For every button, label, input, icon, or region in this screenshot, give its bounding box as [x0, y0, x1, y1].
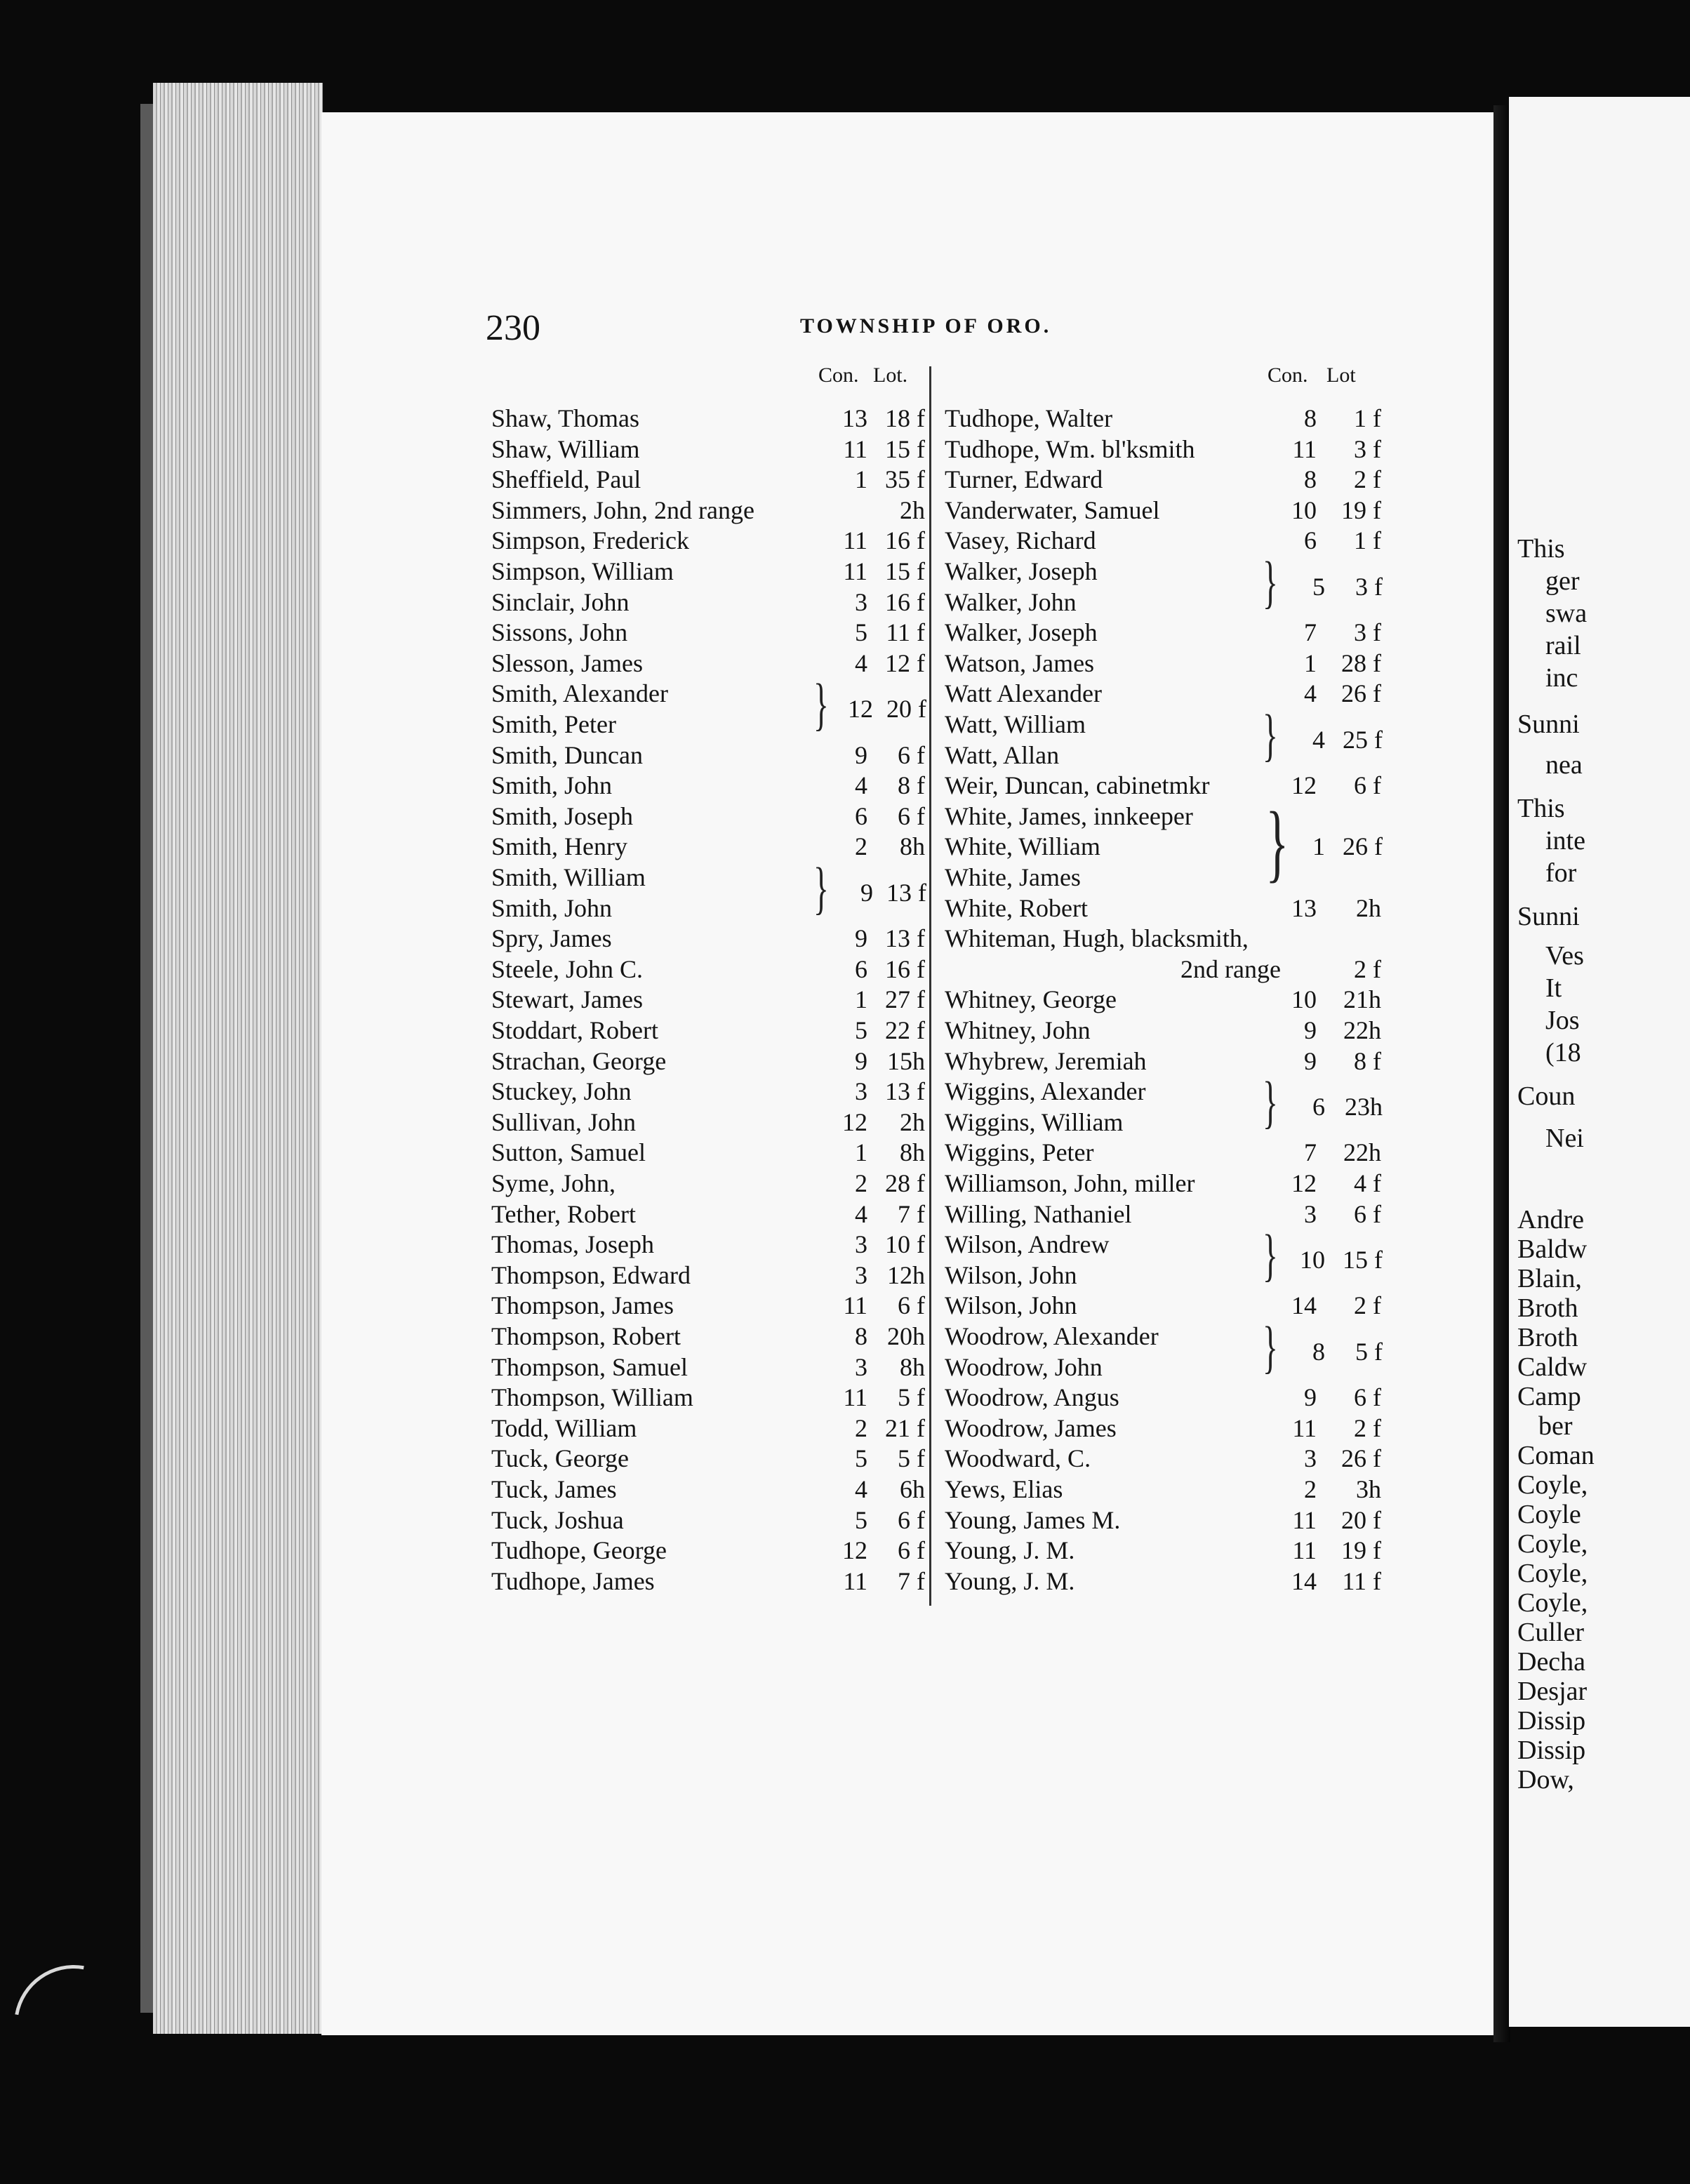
right-page-fragment: rail	[1545, 631, 1581, 660]
right-page-fragment: Broth	[1517, 1323, 1578, 1352]
left-entry-name: Stuckey, John	[491, 1077, 632, 1106]
right-group-lot: 5 f	[1355, 1337, 1383, 1366]
right-entry-name: Weir, Duncan, cabinetmkr	[945, 771, 1210, 800]
right-entry-row	[0, 1505, 1690, 1536]
left-entry-con: 2	[855, 1169, 867, 1197]
right-entry-row	[0, 770, 1690, 801]
right-entry-name: Yews, Elias	[945, 1475, 1063, 1503]
right-entry-row	[0, 434, 1690, 465]
left-entry-con: 3	[855, 1260, 867, 1289]
right-entry-row	[0, 923, 1690, 954]
right-page-fragment: Ves	[1545, 941, 1584, 971]
right-page-fragment: Camp	[1517, 1382, 1581, 1411]
right-page-fragment: for	[1545, 858, 1577, 888]
left-entry-name: Tuck, George	[491, 1444, 629, 1473]
right-page-fragment: Sunni	[1517, 710, 1580, 739]
left-group-brace: }	[813, 855, 829, 920]
left-entry-con: 8	[855, 1322, 867, 1350]
left-entry-lot: 6 f	[898, 740, 925, 769]
right-entry-lot: 6 f	[1354, 1199, 1381, 1228]
right-entry-name: Whiteman, Hugh, blacksmith,	[945, 924, 1249, 953]
right-group-brace: }	[1262, 703, 1278, 767]
right-page-fragment: ger	[1545, 566, 1580, 596]
right-page-fragment: This	[1517, 794, 1565, 823]
left-entry-name: Tuck, Joshua	[491, 1505, 624, 1534]
right-entry-con: 1	[1304, 648, 1317, 677]
right-entry-name: Wiggins, Peter	[945, 1138, 1094, 1167]
right-entry-con: 9	[1304, 1046, 1317, 1075]
left-group-brace: }	[813, 672, 829, 737]
right-entry-name: Young, J. M.	[945, 1536, 1075, 1565]
right-page-fragment: Coyle,	[1517, 1470, 1588, 1500]
right-entry-name: Watt, Allan	[945, 740, 1060, 769]
left-entry-con: 9	[855, 1046, 867, 1075]
left-entry-lot: 15h	[887, 1046, 925, 1075]
right-page-fragment: Dow,	[1517, 1765, 1574, 1795]
right-entry-con: 13	[1291, 893, 1317, 922]
right-page-fragment: Dissip	[1517, 1706, 1586, 1736]
right-entry-name: Wilson, John	[945, 1291, 1077, 1320]
right-entry-row	[0, 893, 1690, 924]
right-entry-con: 11	[1292, 1505, 1317, 1534]
right-entry-name: Whybrew, Jeremiah	[945, 1046, 1147, 1075]
right-group-lot: 15 f	[1343, 1245, 1383, 1274]
right-entry-row	[0, 1168, 1690, 1199]
right-entry-row	[0, 1535, 1690, 1566]
left-entry-name: Simpson, William	[491, 557, 674, 585]
right-entry-lot: 26 f	[1341, 679, 1381, 708]
right-group-con: 1	[1312, 832, 1325, 861]
right-entry-name: White, James	[945, 863, 1081, 891]
page-title: TOWNSHIP OF ORO.	[800, 314, 1052, 338]
left-entry-con: 11	[843, 557, 867, 585]
left-entry-lot: 6 f	[898, 1291, 925, 1320]
right-entry-con: 2	[1304, 1475, 1317, 1503]
left-entry-lot: 7 f	[898, 1566, 925, 1595]
left-entry-con: 2	[855, 1413, 867, 1442]
left-entry-con: 4	[855, 771, 867, 800]
right-entry-lot: 19 f	[1341, 495, 1381, 524]
right-entry-name: 2nd range	[1180, 954, 1281, 983]
left-group-lot: 20 f	[886, 695, 926, 723]
left-lot-header: Lot.	[873, 364, 908, 387]
left-entry-con: 2	[855, 832, 867, 861]
left-entry-con: 11	[843, 1566, 867, 1595]
right-entry-row	[0, 862, 1690, 893]
left-entry-name: Thomas, Joseph	[491, 1230, 654, 1259]
right-group-brace: }	[1262, 1223, 1278, 1288]
right-entry-con: 9	[1304, 1016, 1317, 1044]
right-entry-row	[0, 984, 1690, 1015]
left-entry-con: 12	[842, 1107, 867, 1136]
left-group-con: 9	[860, 878, 873, 907]
right-page-fragment: inte	[1545, 826, 1585, 855]
right-page-fragment: swa	[1545, 599, 1588, 628]
right-group-values	[0, 1091, 1690, 1122]
left-entry-con: 11	[843, 1291, 867, 1320]
right-entry-row	[0, 801, 1690, 832]
left-entry-lot: 27 f	[885, 985, 925, 1014]
right-page-fragment: Coyle,	[1517, 1529, 1588, 1559]
left-entry-lot: 6 f	[898, 1536, 925, 1565]
right-entry-con: 11	[1292, 434, 1317, 463]
left-entry-con: 4	[855, 648, 867, 677]
right-page-fragment: Broth	[1517, 1293, 1578, 1323]
right-entry-name: White, James, innkeeper	[945, 801, 1193, 830]
right-entry-name: Walker, Joseph	[945, 557, 1098, 585]
right-entry-lot: 6 f	[1354, 771, 1381, 800]
right-entry-lot: 21h	[1343, 985, 1381, 1014]
left-entry-name: Smith, William	[491, 863, 646, 891]
right-entry-name: Watson, James	[945, 648, 1095, 677]
left-entry-lot: 10 f	[885, 1230, 925, 1259]
right-entry-name: Woodrow, Alexander	[945, 1322, 1159, 1350]
left-entry-lot: 6 f	[898, 1505, 925, 1534]
right-entry-con: 9	[1304, 1383, 1317, 1412]
left-entry-name: Thompson, Samuel	[491, 1352, 688, 1381]
right-entry-con: 7	[1304, 1138, 1317, 1167]
right-page-fragment: This	[1517, 534, 1565, 564]
right-entry-lot: 8 f	[1354, 1046, 1381, 1075]
left-entry-name: Steele, John C.	[491, 954, 643, 983]
right-page-fragment: Andre	[1517, 1205, 1584, 1234]
left-entry-lot: 12 f	[885, 648, 925, 677]
right-entry-lot: 22h	[1343, 1138, 1381, 1167]
left-entry-con: 12	[842, 1536, 867, 1565]
right-page-fragment: Coun	[1517, 1081, 1576, 1111]
left-entry-lot: 16 f	[885, 587, 925, 616]
right-entry-lot: 6 f	[1354, 1383, 1381, 1412]
right-entry-name: Turner, Edward	[945, 465, 1103, 494]
left-entry-lot: 21 f	[885, 1413, 925, 1442]
left-entry-lot: 18 f	[885, 404, 925, 432]
left-entry-con: 5	[855, 1016, 867, 1044]
right-page-fragment: Culler	[1517, 1618, 1584, 1647]
left-entry-con: 13	[842, 404, 867, 432]
right-entry-con: 4	[1304, 679, 1317, 708]
left-entry-name: Smith, Henry	[491, 832, 627, 861]
left-entry-con: 6	[855, 954, 867, 983]
left-entry-con: 1	[855, 465, 867, 494]
right-entry-name: Tudhope, Walter	[945, 404, 1113, 432]
right-group-values	[0, 1336, 1690, 1367]
left-entry-lot: 8h	[900, 1138, 925, 1167]
right-entry-name: Wilson, John	[945, 1260, 1077, 1289]
left-entry-name: Thompson, Robert	[491, 1322, 681, 1350]
left-entry-name: Smith, Alexander	[491, 679, 668, 708]
right-entry-row	[0, 1382, 1690, 1413]
left-entry-name: Stoddart, Robert	[491, 1016, 658, 1044]
right-entry-name: Young, James M.	[945, 1505, 1121, 1534]
right-group-values	[0, 831, 1690, 862]
right-entry-lot: 2 f	[1354, 1413, 1381, 1442]
left-entry-lot: 8h	[900, 1352, 925, 1381]
right-entry-name: Wiggins, William	[945, 1107, 1124, 1136]
left-entry-name: Tudhope, James	[491, 1566, 655, 1595]
right-group-values	[0, 571, 1690, 602]
right-entry-con: 12	[1291, 1169, 1317, 1197]
left-entry-con: 9	[855, 740, 867, 769]
right-entry-name: Watt Alexander	[945, 679, 1103, 708]
right-entry-lot: 4 f	[1354, 1169, 1381, 1197]
left-entry-lot: 13 f	[885, 924, 925, 953]
left-entry-name: Thompson, James	[491, 1291, 674, 1320]
right-entry-name: Walker, John	[945, 587, 1077, 616]
left-entry-lot: 8h	[900, 832, 925, 861]
page-number: 230	[486, 308, 540, 348]
left-entry-con: 11	[843, 434, 867, 463]
right-entry-name: Whitney, John	[945, 1016, 1091, 1044]
right-entry-name: Wiggins, Alexander	[945, 1077, 1146, 1106]
right-group-con: 5	[1312, 572, 1325, 601]
left-entry-name: Sinclair, John	[491, 587, 630, 616]
left-entry-name: Smith, Duncan	[491, 740, 643, 769]
left-entry-lot: 8 f	[898, 771, 925, 800]
right-group-values	[0, 724, 1690, 755]
left-entry-name: Shaw, William	[491, 434, 640, 463]
left-entry-lot: 28 f	[885, 1169, 925, 1197]
left-entry-name: Shaw, Thomas	[491, 404, 639, 432]
left-entry-name: Smith, Peter	[491, 710, 616, 738]
left-entry-con: 5	[855, 618, 867, 647]
right-page-fragment: nea	[1545, 750, 1583, 780]
left-entry-lot: 2h	[900, 1107, 925, 1136]
right-page-fragment: (18	[1545, 1038, 1581, 1067]
left-entry-con: 6	[855, 801, 867, 830]
left-entry-lot: 15 f	[885, 434, 925, 463]
right-entry-name: Wilson, Andrew	[945, 1230, 1110, 1259]
left-entry-lot: 2h	[900, 495, 925, 524]
right-entry-lot: 26 f	[1341, 1444, 1381, 1473]
right-entry-name: White, William	[945, 832, 1100, 861]
left-group-lot: 13 f	[886, 878, 926, 907]
left-entry-con: 3	[855, 587, 867, 616]
right-entry-name: Young, J. M.	[945, 1566, 1075, 1595]
right-entry-con: 3	[1304, 1199, 1317, 1228]
right-entry-row	[0, 464, 1690, 495]
right-entry-row	[0, 1474, 1690, 1505]
right-group-brace: }	[1262, 1314, 1278, 1379]
right-group-brace: }	[1262, 1070, 1278, 1135]
left-entry-lot: 15 f	[885, 557, 925, 585]
right-entry-name: Whitney, George	[945, 985, 1117, 1014]
right-entry-lot: 1 f	[1354, 404, 1381, 432]
right-entry-con: 11	[1292, 1413, 1317, 1442]
right-page-fragment: Coyle,	[1517, 1588, 1588, 1618]
right-group-lot: 23h	[1345, 1092, 1383, 1121]
left-entry-name: Thompson, William	[491, 1383, 693, 1412]
right-entry-lot: 22h	[1343, 1016, 1381, 1044]
right-entry-con: 11	[1292, 1536, 1317, 1565]
right-entry-lot: 3h	[1356, 1475, 1381, 1503]
left-entry-name: Smith, Joseph	[491, 801, 634, 830]
right-entry-con: 14	[1291, 1566, 1317, 1595]
right-page-fragment: Sunni	[1517, 902, 1580, 931]
right-group-values	[0, 1244, 1690, 1275]
right-page-fragment: Coyle,	[1517, 1559, 1588, 1588]
left-group-con: 12	[848, 695, 873, 723]
right-entry-lot: 2 f	[1354, 1291, 1381, 1320]
left-entry-lot: 16 f	[885, 526, 925, 555]
left-entry-con: 4	[855, 1475, 867, 1503]
left-entry-lot: 11 f	[886, 618, 925, 647]
right-group-con: 6	[1312, 1092, 1325, 1121]
right-entry-con: 12	[1291, 771, 1317, 800]
right-page-fragment: It	[1545, 973, 1562, 1003]
right-entry-name: Woodward, C.	[945, 1444, 1091, 1473]
right-entry-name: Woodrow, Angus	[945, 1383, 1119, 1412]
right-entry-con: 8	[1304, 404, 1317, 432]
right-group-con: 8	[1312, 1337, 1325, 1366]
left-entry-con: 3	[855, 1077, 867, 1106]
right-entry-name: Woodrow, James	[945, 1413, 1117, 1442]
left-entry-name: Tudhope, George	[491, 1536, 667, 1565]
right-entry-row	[0, 1290, 1690, 1321]
right-entry-name: Vanderwater, Samuel	[945, 495, 1160, 524]
right-entry-row	[0, 1046, 1690, 1077]
right-group-con: 10	[1300, 1245, 1325, 1274]
left-entry-name: Sheffield, Paul	[491, 465, 641, 494]
left-entry-name: Strachan, George	[491, 1046, 667, 1075]
right-con-header: Con.	[1268, 364, 1308, 387]
left-entry-name: Spry, James	[491, 924, 612, 953]
left-entry-name: Sullivan, John	[491, 1107, 637, 1136]
right-entry-row	[0, 1566, 1690, 1597]
right-lot-header: Lot	[1326, 364, 1356, 387]
right-entry-lot: 2 f	[1354, 954, 1381, 983]
left-entry-lot: 35 f	[885, 465, 925, 494]
right-page-fragment: Decha	[1517, 1647, 1586, 1677]
left-entry-con: 3	[855, 1230, 867, 1259]
right-entry-name: Vasey, Richard	[945, 526, 1096, 555]
right-entry-con: 6	[1304, 526, 1317, 555]
right-entry-name: White, Robert	[945, 893, 1088, 922]
right-entry-row	[0, 678, 1690, 709]
left-entry-con: 3	[855, 1352, 867, 1381]
right-page-fragment: Baldw	[1517, 1234, 1588, 1264]
left-entry-con: 1	[855, 1138, 867, 1167]
right-entry-row	[0, 954, 1690, 985]
left-entry-name: Sissons, John	[491, 618, 628, 647]
right-entry-name: Watt, William	[945, 710, 1086, 738]
right-page-fragment: Desjar	[1517, 1677, 1588, 1706]
left-entry-con: 11	[843, 526, 867, 555]
left-entry-name: Thompson, Edward	[491, 1260, 691, 1289]
left-entry-lot: 16 f	[885, 954, 925, 983]
right-entry-lot: 3 f	[1354, 618, 1381, 647]
right-entry-row	[0, 525, 1690, 556]
left-entry-con: 11	[843, 1383, 867, 1412]
right-entry-con: 14	[1291, 1291, 1317, 1320]
left-entry-name: Syme, John,	[491, 1169, 616, 1197]
left-entry-name: Simmers, John, 2nd range	[491, 495, 754, 524]
left-entry-lot: 22 f	[885, 1016, 925, 1044]
left-entry-name: Tether, Robert	[491, 1199, 636, 1228]
left-entry-lot: 5 f	[898, 1444, 925, 1473]
right-group-brace: }	[1265, 793, 1289, 891]
left-entry-con: 5	[855, 1444, 867, 1473]
right-entry-lot: 11 f	[1342, 1566, 1381, 1595]
left-entry-name: Simpson, Frederick	[491, 526, 689, 555]
left-entry-name: Stewart, James	[491, 985, 643, 1014]
left-entry-con: 5	[855, 1505, 867, 1534]
left-entry-lot: 6 f	[898, 801, 925, 830]
right-entry-row	[0, 1199, 1690, 1230]
right-entry-name: Tudhope, Wm. bl'ksmith	[945, 434, 1195, 463]
left-con-header: Con.	[818, 364, 859, 387]
left-entry-lot: 12h	[887, 1260, 925, 1289]
right-page-fragment: ber	[1538, 1411, 1573, 1441]
right-page-fragment: Caldw	[1517, 1352, 1588, 1382]
left-entry-lot: 5 f	[898, 1383, 925, 1412]
left-entry-name: Smith, John	[491, 771, 613, 800]
right-entry-row	[0, 648, 1690, 679]
right-entry-row	[0, 1015, 1690, 1046]
left-entry-lot: 20h	[887, 1322, 925, 1350]
left-entry-name: Sutton, Samuel	[491, 1138, 646, 1167]
right-entry-lot: 2 f	[1354, 465, 1381, 494]
right-entry-lot: 2h	[1356, 893, 1381, 922]
right-entry-row	[0, 403, 1690, 434]
right-entry-name: Woodrow, John	[945, 1352, 1103, 1381]
right-page-fragment: Blain,	[1517, 1264, 1582, 1293]
right-entry-lot: 1 f	[1354, 526, 1381, 555]
right-entry-name: Williamson, John, miller	[945, 1169, 1195, 1197]
right-page-fragment: Dissip	[1517, 1736, 1586, 1765]
right-entry-row	[0, 1137, 1690, 1168]
left-entry-lot: 7 f	[898, 1199, 925, 1228]
right-entry-lot: 3 f	[1354, 434, 1381, 463]
left-entry-name: Tuck, James	[491, 1475, 617, 1503]
page-curl-mark	[0, 1942, 157, 2108]
left-entry-lot: 13 f	[885, 1077, 925, 1106]
right-entry-lot: 19 f	[1341, 1536, 1381, 1565]
right-entry-row	[0, 1413, 1690, 1444]
right-entry-con: 3	[1304, 1444, 1317, 1473]
right-group-brace: }	[1262, 550, 1278, 614]
right-entry-name: Walker, Joseph	[945, 618, 1098, 647]
left-entry-con: 9	[855, 924, 867, 953]
left-entry-name: Smith, John	[491, 893, 613, 922]
right-group-lot: 26 f	[1343, 832, 1383, 861]
right-page-fragment: Coman	[1517, 1441, 1595, 1470]
right-page-fragment: Nei	[1545, 1124, 1584, 1153]
right-entry-con: 10	[1291, 985, 1317, 1014]
right-entry-row	[0, 495, 1690, 526]
left-entry-con: 4	[855, 1199, 867, 1228]
right-entry-con: 10	[1291, 495, 1317, 524]
right-group-con: 4	[1312, 725, 1325, 754]
left-entry-con: 1	[855, 985, 867, 1014]
right-group-lot: 25 f	[1343, 725, 1383, 754]
right-page-fragment: inc	[1545, 663, 1578, 693]
right-entry-con: 7	[1304, 618, 1317, 647]
right-entry-con: 8	[1304, 465, 1317, 494]
right-entry-lot: 20 f	[1341, 1505, 1381, 1534]
right-entry-row	[0, 617, 1690, 648]
right-page-fragment: Jos	[1545, 1006, 1580, 1035]
right-entry-name: Willing, Nathaniel	[945, 1199, 1132, 1228]
left-entry-name: Slesson, James	[491, 648, 643, 677]
left-entry-lot: 6h	[900, 1475, 925, 1503]
left-entry-name: Todd, William	[491, 1413, 637, 1442]
right-entry-row	[0, 1443, 1690, 1474]
right-entry-lot: 28 f	[1341, 648, 1381, 677]
right-group-lot: 3 f	[1355, 572, 1383, 601]
right-page-fragment: Coyle	[1517, 1500, 1581, 1529]
